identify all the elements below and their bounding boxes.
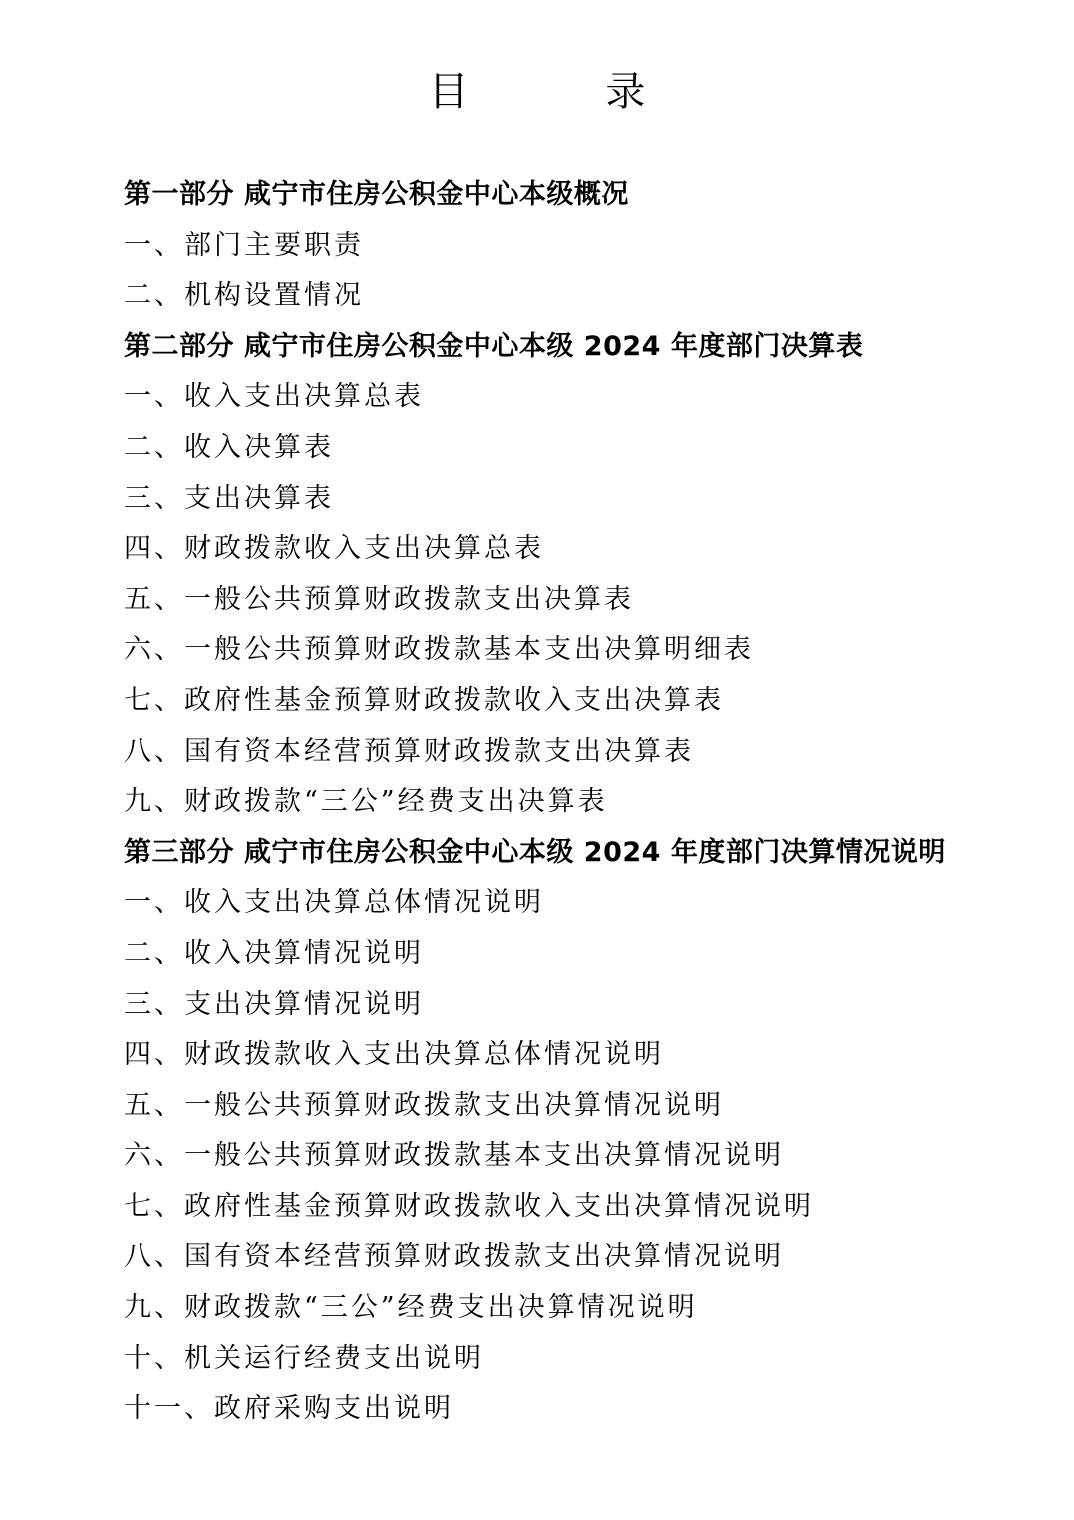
toc-entry: 六、一般公共预算财政拨款基本支出决算情况说明: [124, 1140, 784, 1172]
toc-entry: 二、机构设置情况: [124, 280, 364, 312]
page-title: 目 录: [428, 69, 708, 115]
toc-entry: 一、收入支出决算总表: [124, 381, 424, 413]
toc-entry: 二、收入决算表: [124, 431, 334, 463]
toc-entry: 九、财政拨款“三公”经费支出决算表: [124, 786, 608, 818]
toc-part-heading: 第二部分 咸宁市住房公积金中心本级 2024 年度部门决算表: [124, 330, 864, 362]
toc-entry: 十一、政府采购支出说明: [124, 1393, 454, 1425]
toc-entry: 六、一般公共预算财政拨款基本支出决算明细表: [124, 634, 754, 666]
toc-entry: 五、一般公共预算财政拨款支出决算情况说明: [124, 1089, 724, 1121]
toc-part-heading: 第一部分 咸宁市住房公积金中心本级概况: [124, 179, 629, 210]
table-of-contents: [124, 170, 1024, 1435]
toc-entry: 三、支出决算表: [124, 482, 334, 514]
toc-entry: 一、部门主要职责: [124, 229, 364, 261]
toc-entry: 七、政府性基金预算财政拨款收入支出决算情况说明: [124, 1190, 814, 1222]
toc-entry: 二、收入决算情况说明: [124, 937, 424, 969]
toc-part-heading: 第三部分 咸宁市住房公积金中心本级 2024 年度部门决算情况说明: [124, 836, 946, 868]
toc-entry: 四、财政拨款收入支出决算总表: [124, 533, 544, 565]
toc-entry: 八、国有资本经营预算财政拨款支出决算情况说明: [124, 1241, 784, 1273]
toc-entry: 八、国有资本经营预算财政拨款支出决算表: [124, 735, 694, 767]
toc-entry: 一、收入支出决算总体情况说明: [124, 887, 544, 919]
toc-entry: 三、支出决算情况说明: [124, 988, 424, 1020]
toc-entry: 四、财政拨款收入支出决算总体情况说明: [124, 1039, 664, 1071]
toc-entry: 十、机关运行经费支出说明: [124, 1342, 484, 1374]
toc-entry: 五、一般公共预算财政拨款支出决算表: [124, 583, 634, 615]
toc-entry: 七、政府性基金预算财政拨款收入支出决算表: [124, 684, 724, 716]
toc-entry: 九、财政拨款“三公”经费支出决算情况说明: [124, 1292, 698, 1324]
